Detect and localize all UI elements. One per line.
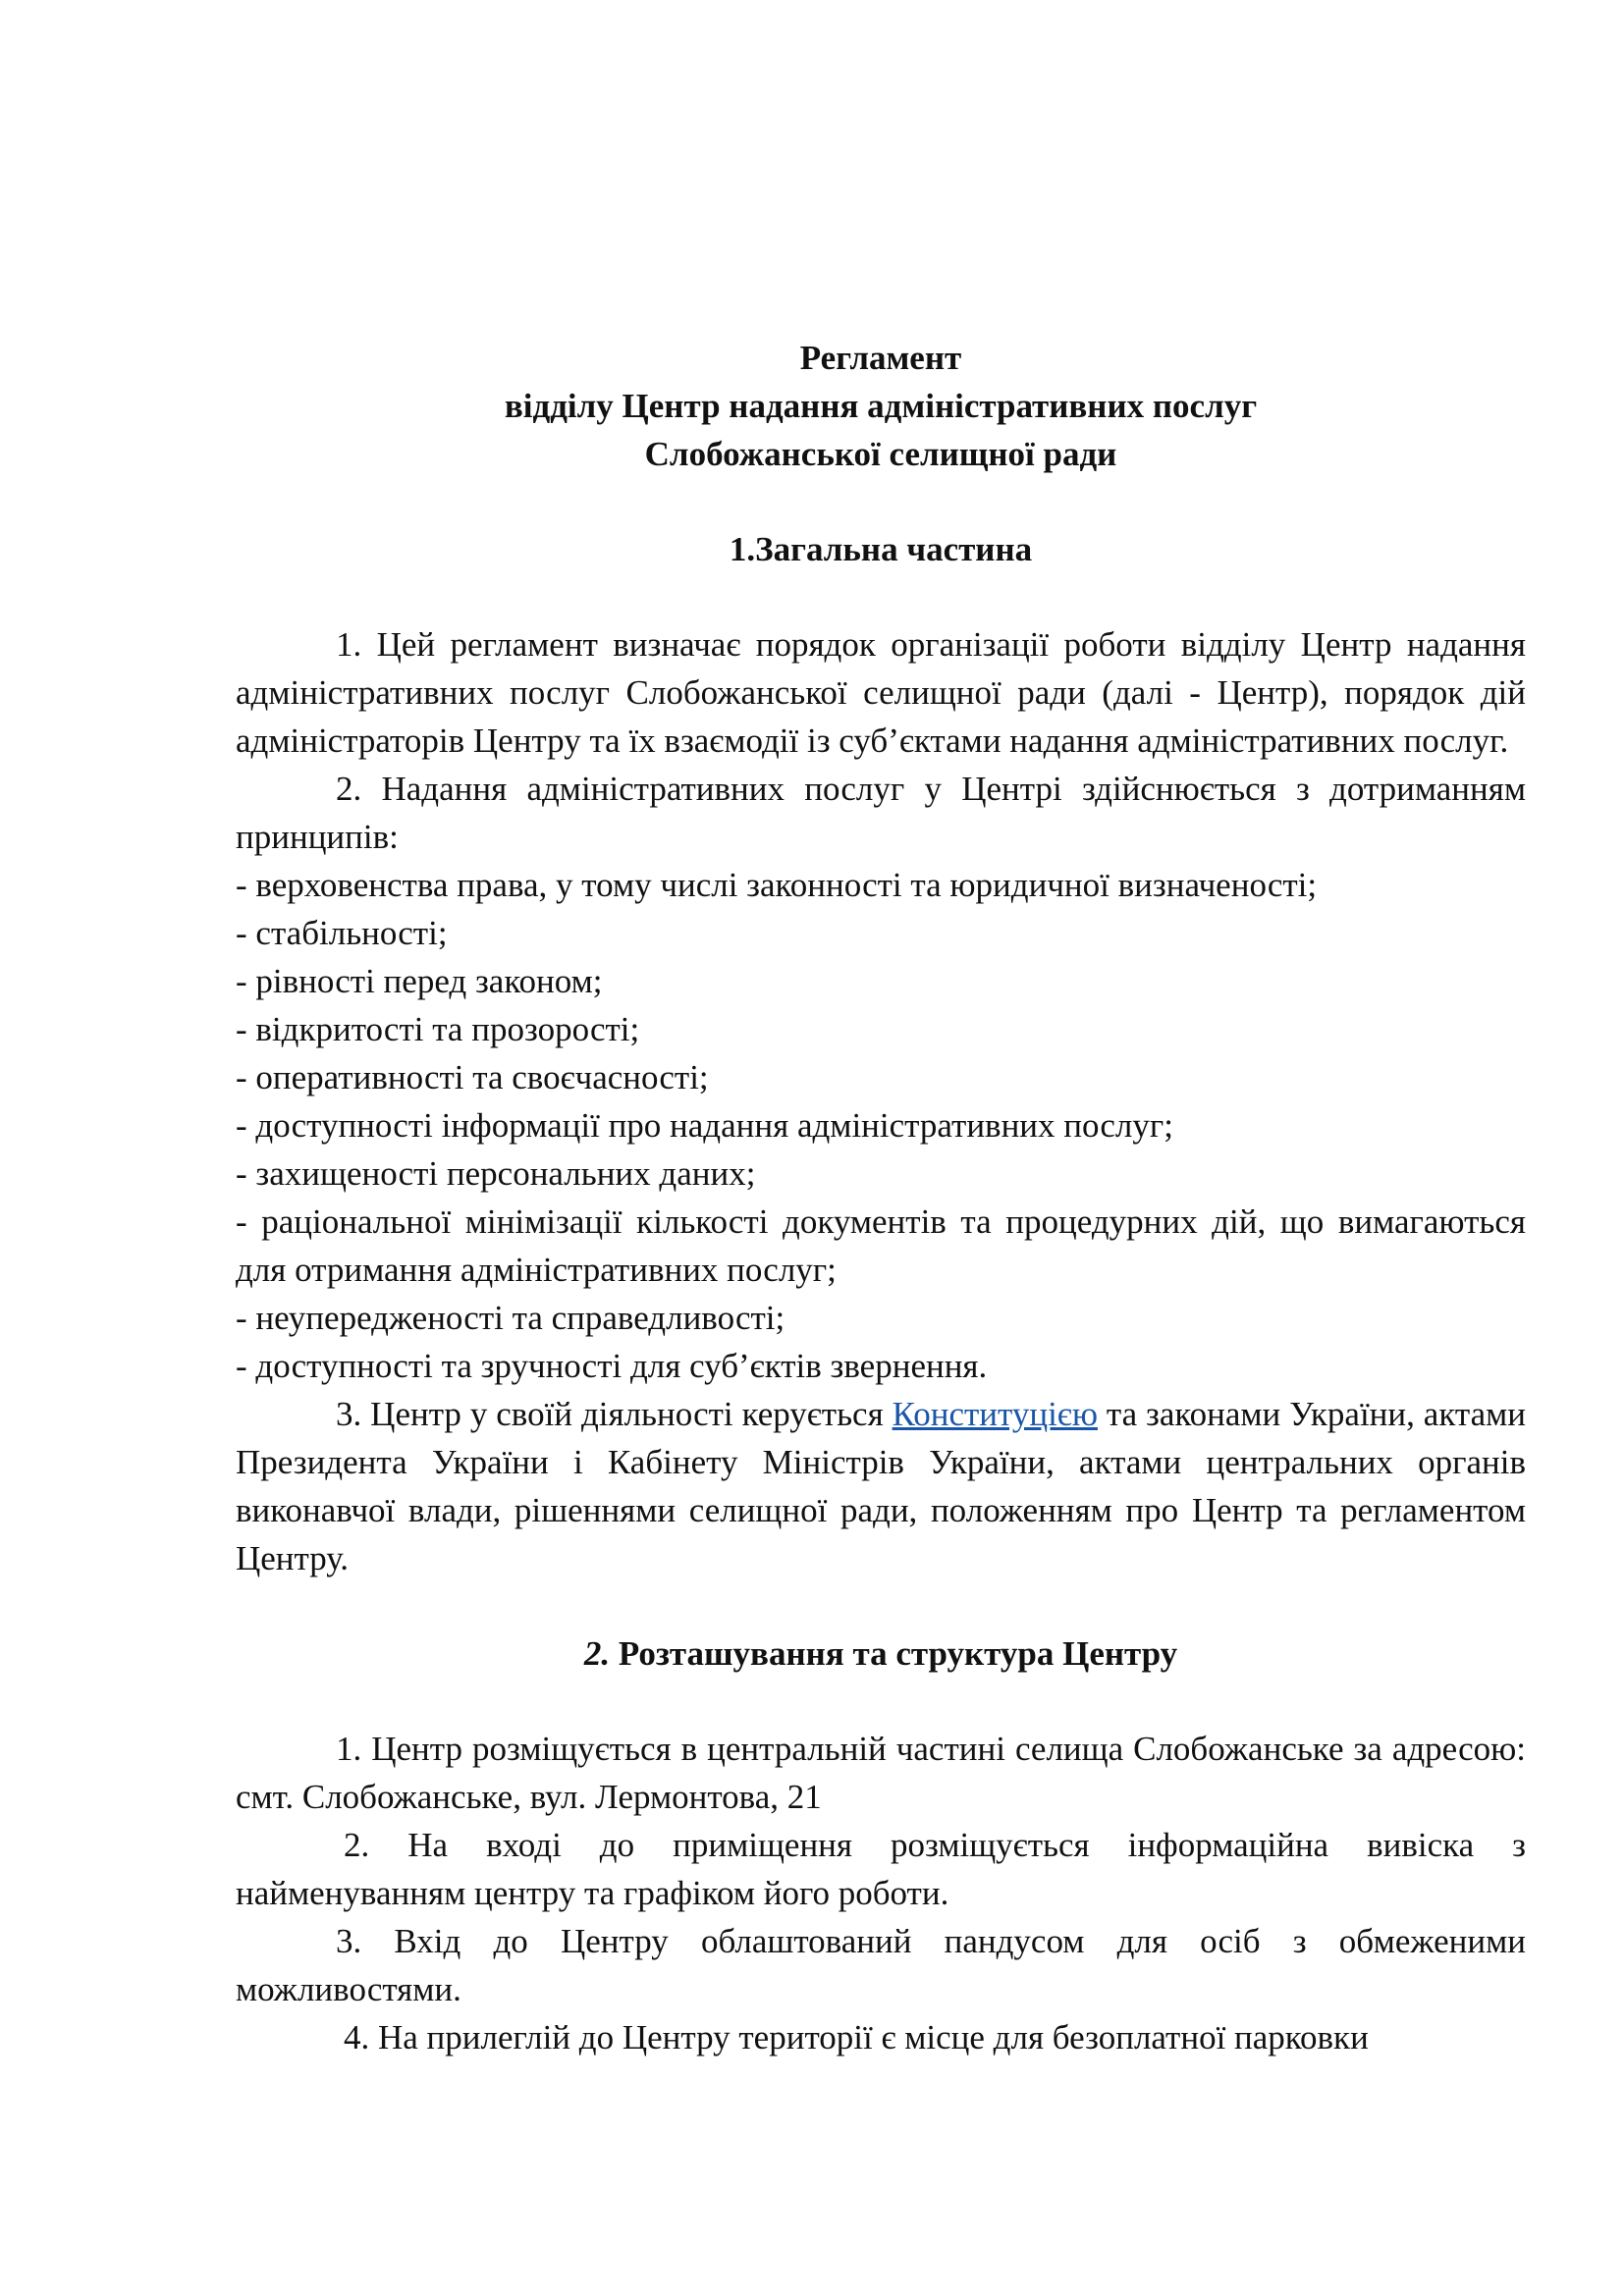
list-item: - захищеності персональних даних; [236,1154,756,1193]
title-line-2: відділу Центр надання адміністративних послуг [504,387,1258,425]
section-2-number: 2. [583,1634,611,1673]
section-2-paragraph-2: 2. На вході до приміщення розміщується інформаційна вивіска з найменуванням центру та графіком його роботи. [236,1826,1526,1912]
title-line-1: Регламент [799,339,962,377]
title-line-3: Слобожанської селищної ради [644,435,1117,473]
document-title [236,334,1526,478]
list-item: - доступності інформації про надання адміністративних послуг; [236,1106,1173,1145]
section-2-paragraph-3: 3. Вхід до Центру облаштований пандусом для осіб з обмеженими можливостями. [236,1922,1526,2008]
list-item: - доступності та зручності для суб’єктів звернення. [236,1347,988,1385]
section-1-paragraph-2: 2. Надання адміністративних послуг у Центрі здійснюється з дотриманням принципів: [236,770,1526,856]
principles-list [236,861,1526,1390]
section-2-title: Розташування та структура Центру [610,1634,1178,1673]
section-1-paragraph-3 [236,1390,1526,1582]
section-1-paragraph-1: 1. Цей регламент визначає порядок організації роботи відділу Центр надання адміністративних послуг Слобожанської селищної ради (далі - Центр), порядок дій адміністраторів Центру та їх взаємодії із суб’єктами надання адміністративних послуг. [236,625,1526,760]
constitution-link[interactable]: Конституцією [892,1395,1098,1433]
list-item: - відкритості та прозорості; [236,1010,640,1048]
section-1-heading: 1.Загальна частина [729,530,1033,568]
section-2-paragraph-4: 4. На прилеглій до Центру території є місце для безоплатної парковки [344,2018,1369,2056]
list-item: - оперативності та своєчасності; [236,1058,709,1096]
section-2-paragraph-1: 1. Центр розміщується в центральній частині селища Слобожанське за адресою: смт. Слобожанське, вул. Лермонтова, 21 [236,1730,1526,1816]
list-item: - рівності перед законом; [236,962,603,1000]
document-page [236,334,1526,2061]
section-2-heading [236,1629,1526,1678]
paragraph-3-end: та законами України, актами Президента України і Кабінету Міністрів України, актами центральних органів виконавчої влади, рішеннями селищної ради, положенням про Центр та регламентом Центру. [236,1395,1526,1577]
paragraph-3-start: 3. Центр у своїй діяльності керується [336,1395,893,1433]
list-item: - верховенства права, у тому числі законності та юридичної визначеності; [236,866,1318,904]
list-item: - стабільності; [236,914,448,952]
list-item: - раціональної мінімізації кількості документів та процедурних дій, що вимагаються для отримання адміністративних послуг; [236,1202,1526,1289]
list-item: - неупередженості та справедливості; [236,1299,785,1337]
